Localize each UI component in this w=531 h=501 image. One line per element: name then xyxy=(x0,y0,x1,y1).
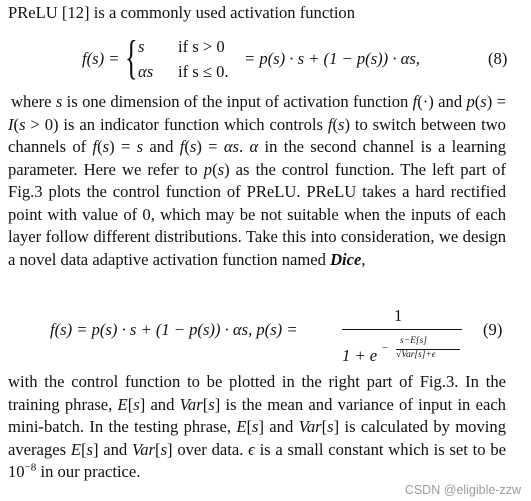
eq9-fraction-bar xyxy=(342,329,462,330)
paragraph-dice-statistics: with the control function to be plotted in the right part of Fig.3. In the training phrase, E[s] and Var[s] is the mean and variance of input in each mini-batch. In the testing phrase, E[s] and Var[s] is calculated by moving averages E[s] and Var[s] over data. ϵ is a small constant which is set to be $10^{-8}$ in our practice. xyxy=(8,372,506,481)
eq8-rhs: = p(s) · s + (1 − p(s)) · αs, xyxy=(244,49,420,68)
eq8-case1-value: s xyxy=(138,37,145,56)
eq8-number: (8) xyxy=(488,49,508,68)
eq9-exp-numerator: s−E[s] xyxy=(400,336,428,346)
paragraph-control-function: where s is one dimension of the input of activation function f(·) and p(s) = I(s > 0) is an indicator function which controls f(s) to switch between two channels of f(s) = s and f(s) = αs. α in the second channel is a learning parameter. Here we refer to p(s) as the control function. The left part of Fig.3 plots the control function of PReLU. PReLU takes a hard rectified point with value of 0, which may be not suitable when the inputs of each layer follow different distributions. Take this into consideration, we design a novel data adaptive activation function named Dice, xyxy=(8,92,507,269)
eq9-number: (9) xyxy=(483,320,503,339)
exponent-minus-eight: −8 xyxy=(24,461,37,474)
eq8-brace: { xyxy=(125,31,138,84)
eq9-lhs: f(s) = p(s) · s + (1 − p(s)) · αs, p(s) = xyxy=(50,320,298,339)
dice-term: Dice xyxy=(330,249,362,269)
eq9-numerator: 1 xyxy=(394,306,403,325)
eq8-lhs: f(s) = xyxy=(82,49,120,68)
paragraph-prelu-intro: PReLU [12] is a commonly used activation function xyxy=(8,3,356,22)
eq8-case2-value: αs xyxy=(138,62,154,81)
eq8-case1-condition: if s > 0 xyxy=(178,37,225,56)
eq9-exp-minus: − xyxy=(382,342,389,354)
eq9-denominator: 1 + e xyxy=(342,346,378,365)
eq9-exp-denominator: √Var[s]+ϵ xyxy=(396,350,436,360)
eq8-case2-condition: if s ≤ 0. xyxy=(178,62,229,81)
watermark: CSDN @eligible-zzw xyxy=(404,483,521,497)
